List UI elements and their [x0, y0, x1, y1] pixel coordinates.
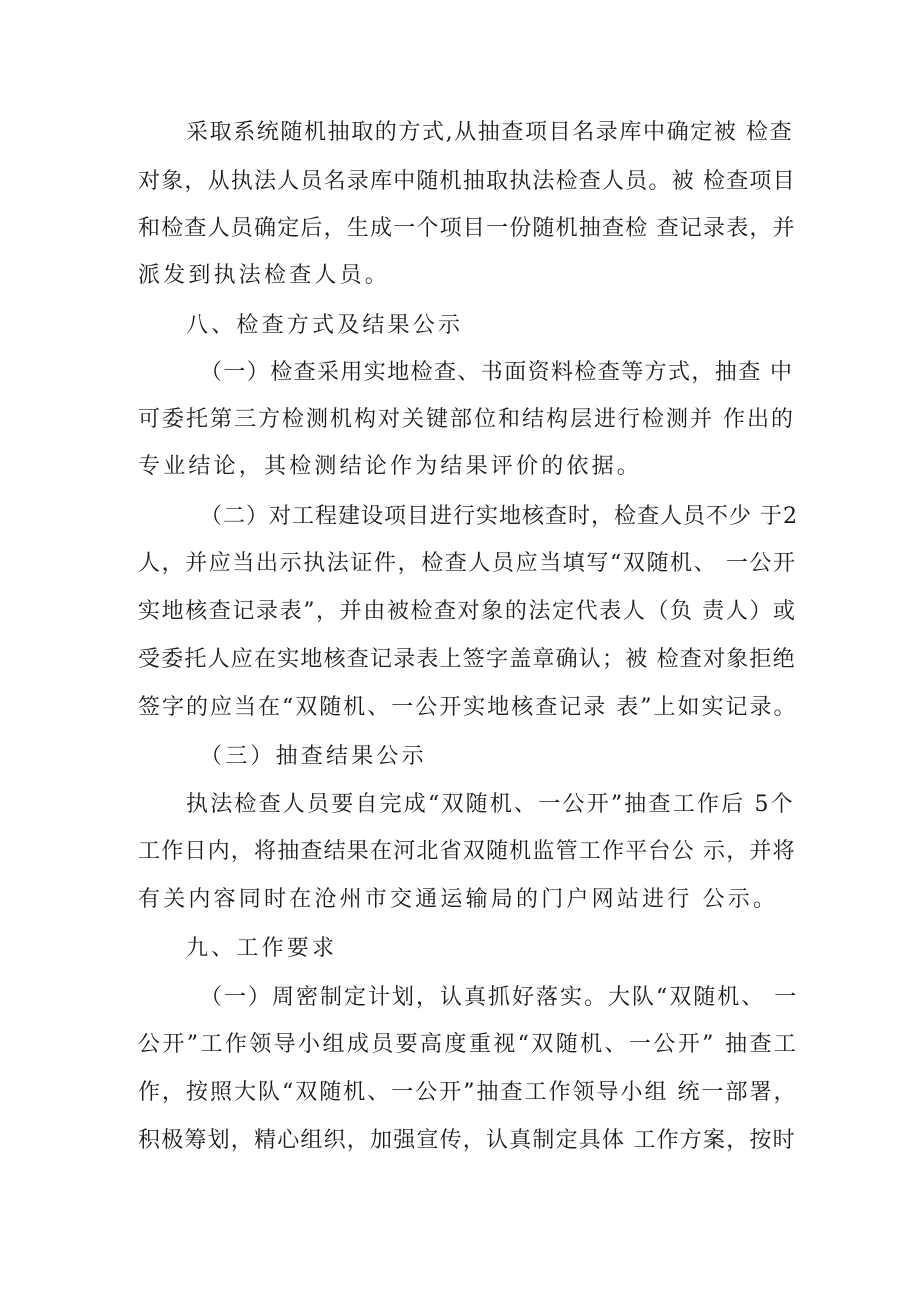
paragraph-line: 积极筹划，精心组织，加强宣传，认真制定具体 工作方案，按时 [138, 1128, 796, 1153]
paragraph-line: 作，按照大队“双随机、一公开”抽查工作领导小组 统一部署， [138, 1080, 798, 1105]
paragraph-line: 签字的应当在“双随机、一公开实地核查记录 表”上如实记录。 [138, 695, 798, 720]
paragraph-line: 可委托第三方检测机构对关键部位和结构层进行检测并 作出的 [138, 407, 795, 432]
paragraph-line: （一）检查采用实地检查、书面资料检查等方式，抽查 中 [200, 360, 794, 385]
paragraph-line: 有关内容同时在沧州市交通运输局的门户网站进行 公示。 [138, 887, 779, 912]
paragraph-line: 执法检查人员要自完成“双随机、一公开”抽查工作后 5个 [186, 792, 795, 817]
paragraph-line: （一）周密制定计划，认真抓好落实。大队“双随机、 一 [200, 985, 799, 1010]
paragraph-line: 对象，从执法人员名录库中随机抽取执法检查人员。被 检查项目 [138, 169, 796, 194]
paragraph-line: 人，并应当出示执法证件，检查人员应当填写“双随机、 一公开 [138, 551, 797, 576]
paragraph-line: 和检查人员确定后，生成一个项目一份随机抽查检 查记录表，并 [138, 216, 796, 241]
section-heading: 九、工作要求 [186, 936, 338, 961]
paragraph-line: 专业结论，其检测结论作为结果评价的依据。 [138, 454, 643, 479]
paragraph-line: 派发到执法检查人员。 [138, 263, 391, 288]
subsection-heading: （三）抽查结果公示 [200, 744, 427, 769]
paragraph-line: 公开”工作领导小组成员要高度重视“双随机、一公开” 抽查工 [138, 1032, 799, 1057]
paragraph-line: （二）对工程建设项目进行实地核查时，检查人员不少 于2 [200, 504, 798, 529]
paragraph-line: 采取系统随机抽取的方式,从抽查项目名录库中确定被 检查 [186, 120, 794, 145]
paragraph-line: 工作日内，将抽查结果在河北省双随机监管工作平台公 示，并将 [138, 839, 796, 864]
paragraph-line: 受委托人应在实地核查记录表上签字盖章确认；被 检查对象拒绝 [138, 647, 796, 672]
paragraph-line: 实地核查记录表”，并由被检查对象的法定代表人（负 责人）或 [138, 599, 797, 624]
section-heading: 八、检查方式及结果公示 [186, 313, 464, 338]
